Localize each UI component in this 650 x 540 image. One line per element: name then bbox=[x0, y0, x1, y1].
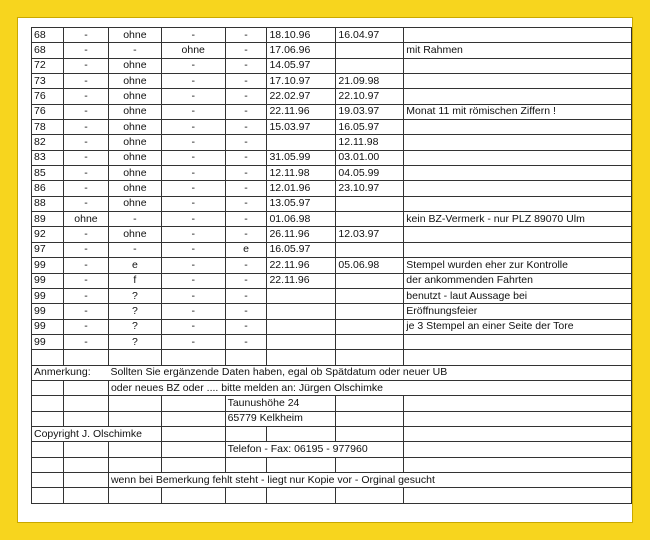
first-date bbox=[267, 319, 336, 334]
footer-line-1: Sollten Sie ergänzende Daten haben, egal ob Spätdatum oder neuer UB bbox=[108, 365, 631, 380]
column-1-value: - bbox=[63, 196, 108, 211]
column-1-value: - bbox=[63, 166, 108, 181]
document-sheet bbox=[17, 17, 633, 523]
last-date: 12.03.97 bbox=[336, 227, 404, 242]
last-date bbox=[336, 242, 404, 257]
column-3-value: - bbox=[161, 28, 225, 43]
last-date: 21.09.98 bbox=[336, 74, 404, 89]
remark bbox=[404, 150, 632, 165]
stamp-number: 73 bbox=[32, 74, 64, 89]
stamp-number: 68 bbox=[32, 43, 64, 58]
remark bbox=[404, 196, 632, 211]
last-date: 05.06.98 bbox=[336, 258, 404, 273]
column-4-value: - bbox=[225, 181, 267, 196]
column-4-value: - bbox=[225, 227, 267, 242]
table-row bbox=[32, 104, 632, 119]
first-date: 14.05.97 bbox=[267, 58, 336, 73]
column-4-value: - bbox=[225, 166, 267, 181]
column-3-value: - bbox=[161, 135, 225, 150]
column-3-value: - bbox=[161, 242, 225, 257]
stamp-number: 82 bbox=[32, 135, 64, 150]
remark bbox=[404, 89, 632, 104]
last-date bbox=[336, 334, 404, 349]
column-4-value: - bbox=[225, 258, 267, 273]
first-date bbox=[267, 304, 336, 319]
remark bbox=[404, 74, 632, 89]
column-3-value: - bbox=[161, 166, 225, 181]
column-1-value: - bbox=[63, 242, 108, 257]
column-3-value: - bbox=[161, 212, 225, 227]
first-date: 22.02.97 bbox=[267, 89, 336, 104]
stamp-number: 99 bbox=[32, 304, 64, 319]
column-2-value: ohne bbox=[108, 196, 161, 211]
column-1-value: - bbox=[63, 258, 108, 273]
remark: je 3 Stempel an einer Seite der Tore bbox=[404, 319, 632, 334]
footer-line-2: oder neues BZ oder .... bitte melden an: Jürgen Olschimke bbox=[108, 380, 631, 395]
column-3-value: - bbox=[161, 104, 225, 119]
spacer-row bbox=[32, 350, 632, 365]
last-date bbox=[336, 288, 404, 303]
first-date bbox=[267, 135, 336, 150]
column-2-value: ohne bbox=[108, 120, 161, 135]
first-date: 22.11.96 bbox=[267, 258, 336, 273]
last-date bbox=[336, 304, 404, 319]
first-date: 17.10.97 bbox=[267, 74, 336, 89]
column-1-value: - bbox=[63, 273, 108, 288]
column-4-value: - bbox=[225, 28, 267, 43]
footer-row-1 bbox=[32, 365, 632, 380]
column-4-value: - bbox=[225, 319, 267, 334]
address-street: Taunushöhe 24 bbox=[225, 396, 336, 411]
column-2-value: f bbox=[108, 273, 161, 288]
spacer-row bbox=[32, 488, 632, 503]
column-2-value: ? bbox=[108, 304, 161, 319]
first-date: 31.05.99 bbox=[267, 150, 336, 165]
remark: der ankommenden Fahrten bbox=[404, 273, 632, 288]
column-3-value: - bbox=[161, 227, 225, 242]
address-city: 65779 Kelkheim bbox=[225, 411, 336, 426]
column-1-value: - bbox=[63, 304, 108, 319]
remark bbox=[404, 166, 632, 181]
column-2-value: ohne bbox=[108, 58, 161, 73]
remark bbox=[404, 28, 632, 43]
stamp-table bbox=[31, 27, 632, 504]
remark: mit Rahmen bbox=[404, 43, 632, 58]
first-date: 12.01.96 bbox=[267, 181, 336, 196]
last-date: 23.10.97 bbox=[336, 181, 404, 196]
last-date: 22.10.97 bbox=[336, 89, 404, 104]
stamp-number: 76 bbox=[32, 104, 64, 119]
footer-row-4 bbox=[32, 411, 632, 426]
table-row bbox=[32, 166, 632, 181]
column-4-value: - bbox=[225, 196, 267, 211]
column-4-value: - bbox=[225, 58, 267, 73]
table-row bbox=[32, 288, 632, 303]
column-3-value: - bbox=[161, 74, 225, 89]
first-date: 13.05.97 bbox=[267, 196, 336, 211]
column-3-value: - bbox=[161, 120, 225, 135]
last-date: 03.01.00 bbox=[336, 150, 404, 165]
last-date: 12.11.98 bbox=[336, 135, 404, 150]
stamp-number: 86 bbox=[32, 181, 64, 196]
column-4-value: - bbox=[225, 288, 267, 303]
remark bbox=[404, 135, 632, 150]
column-2-value: ? bbox=[108, 334, 161, 349]
column-2-value: ohne bbox=[108, 28, 161, 43]
first-date: 26.11.96 bbox=[267, 227, 336, 242]
stamp-number: 99 bbox=[32, 334, 64, 349]
table-row bbox=[32, 58, 632, 73]
column-3-value: - bbox=[161, 181, 225, 196]
column-2-value: ohne bbox=[108, 181, 161, 196]
column-1-value: - bbox=[63, 120, 108, 135]
first-date: 18.10.96 bbox=[267, 28, 336, 43]
anmerkung-label: Anmerkung: bbox=[32, 365, 109, 380]
last-date bbox=[336, 58, 404, 73]
remark bbox=[404, 58, 632, 73]
stamp-number: 83 bbox=[32, 150, 64, 165]
column-2-value: ? bbox=[108, 319, 161, 334]
column-1-value: - bbox=[63, 334, 108, 349]
column-2-value: ohne bbox=[108, 89, 161, 104]
first-date: 22.11.96 bbox=[267, 273, 336, 288]
table-row bbox=[32, 28, 632, 43]
last-date: 04.05.99 bbox=[336, 166, 404, 181]
column-4-value: - bbox=[225, 304, 267, 319]
remark bbox=[404, 120, 632, 135]
first-date: 12.11.98 bbox=[267, 166, 336, 181]
last-date bbox=[336, 43, 404, 58]
stamp-number: 88 bbox=[32, 196, 64, 211]
column-2-value: ohne bbox=[108, 150, 161, 165]
column-1-value: ohne bbox=[63, 212, 108, 227]
first-date: 22.11.96 bbox=[267, 104, 336, 119]
stamp-number: 99 bbox=[32, 258, 64, 273]
table-row bbox=[32, 334, 632, 349]
column-4-value: e bbox=[225, 242, 267, 257]
column-4-value: - bbox=[225, 120, 267, 135]
table-row bbox=[32, 150, 632, 165]
table-row bbox=[32, 273, 632, 288]
last-date bbox=[336, 212, 404, 227]
column-4-value: - bbox=[225, 104, 267, 119]
table-row bbox=[32, 304, 632, 319]
column-4-value: - bbox=[225, 43, 267, 58]
remark bbox=[404, 334, 632, 349]
last-date: 16.05.97 bbox=[336, 120, 404, 135]
column-1-value: - bbox=[63, 74, 108, 89]
column-3-value: - bbox=[161, 258, 225, 273]
phone-fax: Telefon - Fax: 06195 - 977960 bbox=[225, 442, 404, 457]
column-3-value: - bbox=[161, 319, 225, 334]
column-2-value: ohne bbox=[108, 166, 161, 181]
stamp-number: 72 bbox=[32, 58, 64, 73]
column-2-value: ohne bbox=[108, 104, 161, 119]
table-row bbox=[32, 120, 632, 135]
column-4-value: - bbox=[225, 135, 267, 150]
first-date: 17.06.96 bbox=[267, 43, 336, 58]
column-1-value: - bbox=[63, 104, 108, 119]
column-1-value: - bbox=[63, 135, 108, 150]
table-row bbox=[32, 242, 632, 257]
last-date bbox=[336, 196, 404, 211]
remark bbox=[404, 227, 632, 242]
column-3-value: - bbox=[161, 304, 225, 319]
last-date bbox=[336, 273, 404, 288]
table-row bbox=[32, 74, 632, 89]
column-4-value: - bbox=[225, 334, 267, 349]
table-row bbox=[32, 196, 632, 211]
stamp-number: 99 bbox=[32, 273, 64, 288]
column-2-value: ohne bbox=[108, 227, 161, 242]
table-row bbox=[32, 89, 632, 104]
column-2-value: ? bbox=[108, 288, 161, 303]
remark: Monat 11 mit römischen Ziffern ! bbox=[404, 104, 632, 119]
spacer-row bbox=[32, 457, 632, 472]
table-row bbox=[32, 181, 632, 196]
stamp-number: 89 bbox=[32, 212, 64, 227]
column-3-value: - bbox=[161, 334, 225, 349]
last-date bbox=[336, 319, 404, 334]
remark bbox=[404, 242, 632, 257]
column-1-value: - bbox=[63, 43, 108, 58]
column-3-value: ohne bbox=[161, 43, 225, 58]
first-date: 16.05.97 bbox=[267, 242, 336, 257]
column-4-value: - bbox=[225, 74, 267, 89]
footer-row-5 bbox=[32, 426, 632, 441]
column-4-value: - bbox=[225, 89, 267, 104]
footer-row-6 bbox=[32, 442, 632, 457]
first-date bbox=[267, 334, 336, 349]
first-date bbox=[267, 288, 336, 303]
stamp-number: 78 bbox=[32, 120, 64, 135]
column-1-value: - bbox=[63, 319, 108, 334]
stamp-number: 97 bbox=[32, 242, 64, 257]
footer-row-3 bbox=[32, 396, 632, 411]
column-1-value: - bbox=[63, 58, 108, 73]
table-row bbox=[32, 258, 632, 273]
table-row bbox=[32, 319, 632, 334]
column-2-value: ohne bbox=[108, 74, 161, 89]
column-2-value: - bbox=[108, 212, 161, 227]
copyright-text: Copyright J. Olschimke bbox=[32, 426, 162, 441]
column-1-value: - bbox=[63, 89, 108, 104]
table-row bbox=[32, 135, 632, 150]
remark: kein BZ-Vermerk - nur PLZ 89070 Ulm bbox=[404, 212, 632, 227]
last-date: 16.04.97 bbox=[336, 28, 404, 43]
remark: benutzt - laut Aussage bei bbox=[404, 288, 632, 303]
first-date: 15.03.97 bbox=[267, 120, 336, 135]
stamp-number: 76 bbox=[32, 89, 64, 104]
column-3-value: - bbox=[161, 196, 225, 211]
column-2-value: e bbox=[108, 258, 161, 273]
remark bbox=[404, 181, 632, 196]
column-2-value: ohne bbox=[108, 135, 161, 150]
column-2-value: - bbox=[108, 43, 161, 58]
remark: Stempel wurden eher zur Kontrolle bbox=[404, 258, 632, 273]
stamp-number: 92 bbox=[32, 227, 64, 242]
table-row bbox=[32, 227, 632, 242]
table-row bbox=[32, 212, 632, 227]
column-1-value: - bbox=[63, 28, 108, 43]
first-date: 01.06.98 bbox=[267, 212, 336, 227]
stamp-number: 68 bbox=[32, 28, 64, 43]
column-3-value: - bbox=[161, 288, 225, 303]
column-4-value: - bbox=[225, 150, 267, 165]
column-1-value: - bbox=[63, 288, 108, 303]
table-row bbox=[32, 43, 632, 58]
footer-row-2 bbox=[32, 380, 632, 395]
stamp-number: 99 bbox=[32, 319, 64, 334]
column-3-value: - bbox=[161, 273, 225, 288]
column-3-value: - bbox=[161, 89, 225, 104]
footer-row-7 bbox=[32, 472, 632, 487]
column-4-value: - bbox=[225, 212, 267, 227]
column-3-value: - bbox=[161, 58, 225, 73]
stamp-number: 99 bbox=[32, 288, 64, 303]
stamp-number: 85 bbox=[32, 166, 64, 181]
column-3-value: - bbox=[161, 150, 225, 165]
remark: Eröffnungsfeier bbox=[404, 304, 632, 319]
last-date: 19.03.97 bbox=[336, 104, 404, 119]
column-1-value: - bbox=[63, 150, 108, 165]
column-2-value: - bbox=[108, 242, 161, 257]
column-1-value: - bbox=[63, 181, 108, 196]
footer-section bbox=[32, 350, 632, 503]
column-1-value: - bbox=[63, 227, 108, 242]
copy-note: wenn bei Bemerkung fehlt steht - liegt nur Kopie vor - Orginal gesucht bbox=[108, 472, 631, 487]
column-4-value: - bbox=[225, 273, 267, 288]
